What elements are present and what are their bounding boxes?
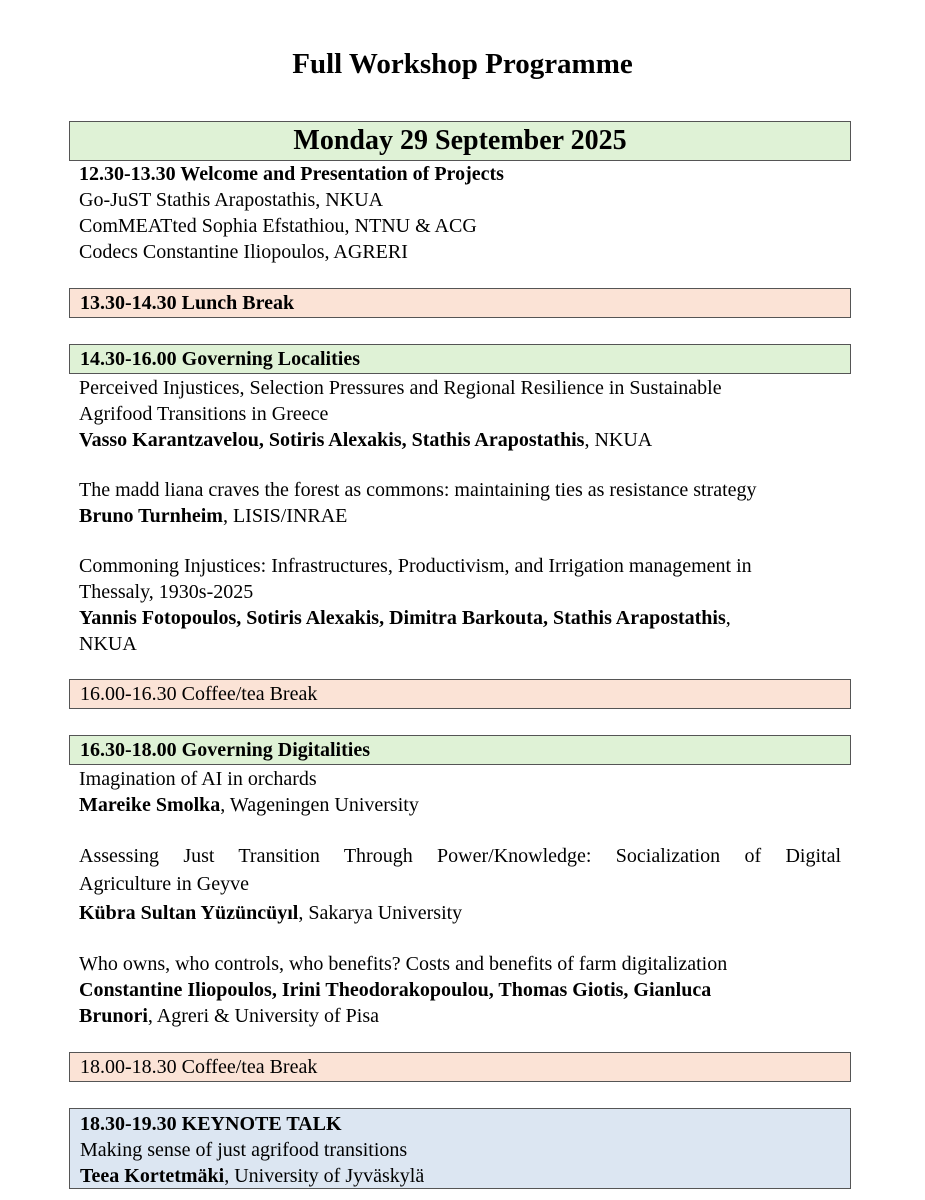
localities-talk1-title-2: Agrifood Transitions in Greece (79, 403, 329, 425)
localities-header: 14.30-16.00 Governing Localities (69, 344, 851, 374)
digitalities-talk2-title-2: Agriculture in Geyve (79, 873, 249, 895)
keynote-affil: , University of Jyväskylä (224, 1165, 425, 1187)
digitalities-talk3-authors-2: Brunori (79, 1005, 148, 1027)
localities-talk3-affil: NKUA (79, 633, 137, 655)
coffee-break-2: 18.00-18.30 Coffee/tea Break (69, 1052, 851, 1082)
page-title: Full Workshop Programme (292, 48, 633, 80)
day-header: Monday 29 September 2025 (69, 121, 851, 161)
welcome-line-1: Go-JuST Stathis Arapostathis, NKUA (79, 189, 384, 211)
digitalities-talk3-title: Who owns, who controls, who benefits? Costs and benefits of farm digitalization (79, 953, 728, 975)
digitalities-talk1-title: Imagination of AI in orchards (79, 768, 317, 790)
digitalities-header: 16.30-18.00 Governing Digitalities (69, 735, 851, 765)
localities-talk1-authors: Vasso Karantzavelou, Sotiris Alexakis, Stathis Arapostathis (79, 429, 585, 451)
digitalities-talk2-affil: , Sakarya University (298, 902, 463, 924)
localities-talk3-title-1: Commoning Injustices: Infrastructures, Productivism, and Irrigation management in (79, 555, 752, 577)
localities-talk3-authors: Yannis Fotopoulos, Sotiris Alexakis, Dimitra Barkouta, Stathis Arapostathis (79, 607, 726, 629)
digitalities-talk1-affil: , Wageningen University (220, 794, 419, 816)
digitalities-talk3-authors-1: Constantine Iliopoulos, Irini Theodorakopoulou, Thomas Giotis, Gianluca (79, 979, 712, 1001)
localities-talk2-affil: , LISIS/INRAE (222, 505, 348, 527)
digitalities-talk3-affil: , Agreri & University of Pisa (147, 1005, 379, 1027)
localities-talk3-title-2: Thessaly, 1930s-2025 (79, 581, 254, 603)
localities-talk2-speakers (79, 503, 347, 529)
digitalities-talk2-speakers (79, 900, 462, 926)
localities-talk3-speakers (79, 605, 731, 631)
welcome-line-2: ComMEATted Sophia Efstathiou, NTNU & ACG (79, 215, 477, 237)
digitalities-talk1-speakers (79, 792, 419, 818)
coffee-break-1: 16.00-16.30 Coffee/tea Break (69, 679, 851, 709)
keynote-box (69, 1108, 851, 1189)
localities-talk1-title-1: Perceived Injustices, Selection Pressures and Regional Resilience in Sustainable (79, 377, 722, 399)
localities-talk3-authors-tail: , (725, 607, 731, 629)
keynote-title: Making sense of just agrifood transitions (80, 1139, 408, 1161)
keynote-speaker-line (80, 1163, 850, 1189)
digitalities-talk1-authors: Mareike Smolka (79, 794, 221, 816)
welcome-line-3: Codecs Constantine Iliopoulos, AGRERI (79, 241, 408, 263)
localities-talk1-speakers (79, 427, 652, 453)
digitalities-talk2-title-1 (79, 843, 841, 869)
digitalities-talk3-speakers (79, 1003, 379, 1029)
lunch-break: 13.30-14.30 Lunch Break (69, 288, 851, 318)
digitalities-talk2-authors: Kübra Sultan Yüzüncüyıl (79, 902, 299, 924)
localities-talk2-title: The madd liana craves the forest as commons: maintaining ties as resistance strategy (79, 479, 757, 501)
digitalities-talk2-title-1-text: Assessing Just Transition Through Power/Knowledge: Socialization of Digital (79, 845, 841, 867)
localities-talk1-affil: , NKUA (584, 429, 653, 451)
localities-talk2-authors: Bruno Turnheim (79, 505, 223, 527)
welcome-header: 12.30-13.30 Welcome and Presentation of Projects (79, 163, 504, 185)
keynote-speaker: Teea Kortetmäki (80, 1165, 225, 1187)
keynote-header: 18.30-19.30 KEYNOTE TALK (80, 1113, 342, 1135)
